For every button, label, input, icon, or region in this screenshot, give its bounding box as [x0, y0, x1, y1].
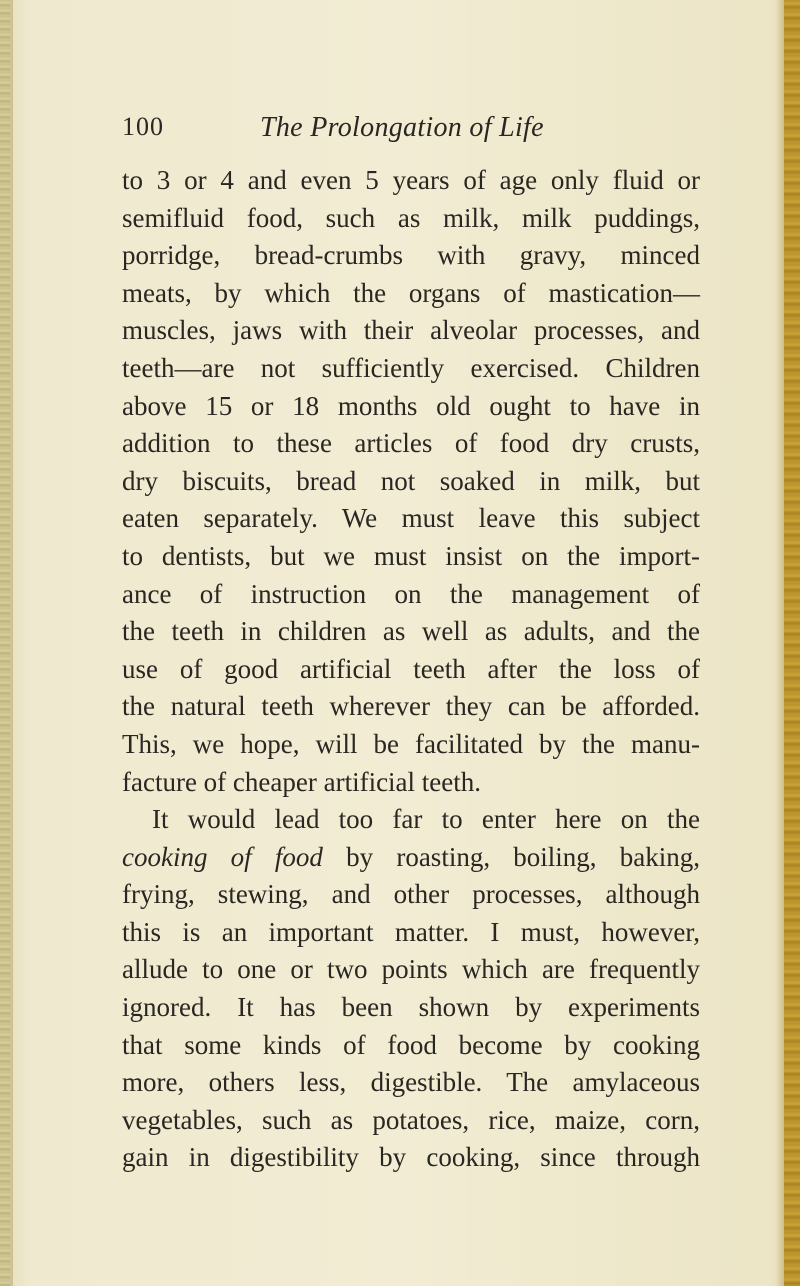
text-line: teeth—are not sufficiently exercised. Children [122, 352, 700, 383]
text-line: that some kinds of food become by cooking [122, 1029, 700, 1060]
text-line: use of good artificial teeth after the loss of [122, 653, 700, 684]
page-number: 100 [122, 112, 164, 141]
text-line: more, others less, digestible. The amylaceous [122, 1067, 700, 1098]
page-gilt-edge [784, 0, 800, 1286]
italic-phrase: cooking of food [122, 841, 323, 872]
text-line: to 3 or 4 and even 5 years of age only fluid or [122, 165, 700, 195]
text-line: frying, stewing, and other processes, although [122, 879, 700, 910]
text-line: muscles, jaws with their alveolar processes, and [122, 315, 700, 346]
text-line: gain in digestibility by cooking, since through [122, 1142, 700, 1173]
text-line-paragraph-end: facture of cheaper artificial teeth. [122, 766, 482, 797]
text-line: the natural teeth wherever they can be afforded. [122, 691, 700, 722]
page-right-shadow [776, 0, 784, 1286]
text-line: to dentists, but we must insist on the import- [122, 540, 700, 571]
text-line: the teeth in children as well as adults, and the [122, 616, 700, 647]
text-line: semifluid food, such as milk, milk puddings, [122, 202, 700, 233]
running-header [122, 112, 722, 152]
page-left-edge [0, 0, 10, 1286]
text-line: addition to these articles of food dry crusts, [122, 428, 700, 459]
text-line-italic-phrase [122, 839, 700, 877]
text-line-paragraph-start: It would lead too far to enter here on the [152, 804, 700, 835]
text-line: vegetables, such as potatoes, rice, maize, corn, [122, 1104, 700, 1135]
page-gutter-shadow [10, 0, 13, 1286]
text-line: porridge, bread-crumbs with gravy, minced [122, 240, 700, 271]
text-line: This, we hope, will be facilitated by the manu- [122, 728, 700, 759]
text-line: eaten separately. We must leave this subject [122, 503, 700, 534]
body-text [122, 162, 700, 1177]
text-line: dry biscuits, bread not soaked in milk, but [122, 465, 700, 496]
running-title: The Prolongation of Life [260, 112, 544, 143]
text-line: above 15 or 18 months old ought to have in [122, 390, 700, 421]
text-line: meats, by which the organs of mastication— [122, 277, 700, 308]
text-line: ignored. It has been shown by experiments [122, 992, 700, 1023]
text-line: ance of instruction on the management of [122, 578, 700, 609]
text-line: this is an important matter. I must, however, [122, 916, 700, 947]
text-segment: by roasting, boiling, baking, [322, 841, 700, 872]
text-line: allude to one or two points which are frequently [122, 954, 700, 985]
